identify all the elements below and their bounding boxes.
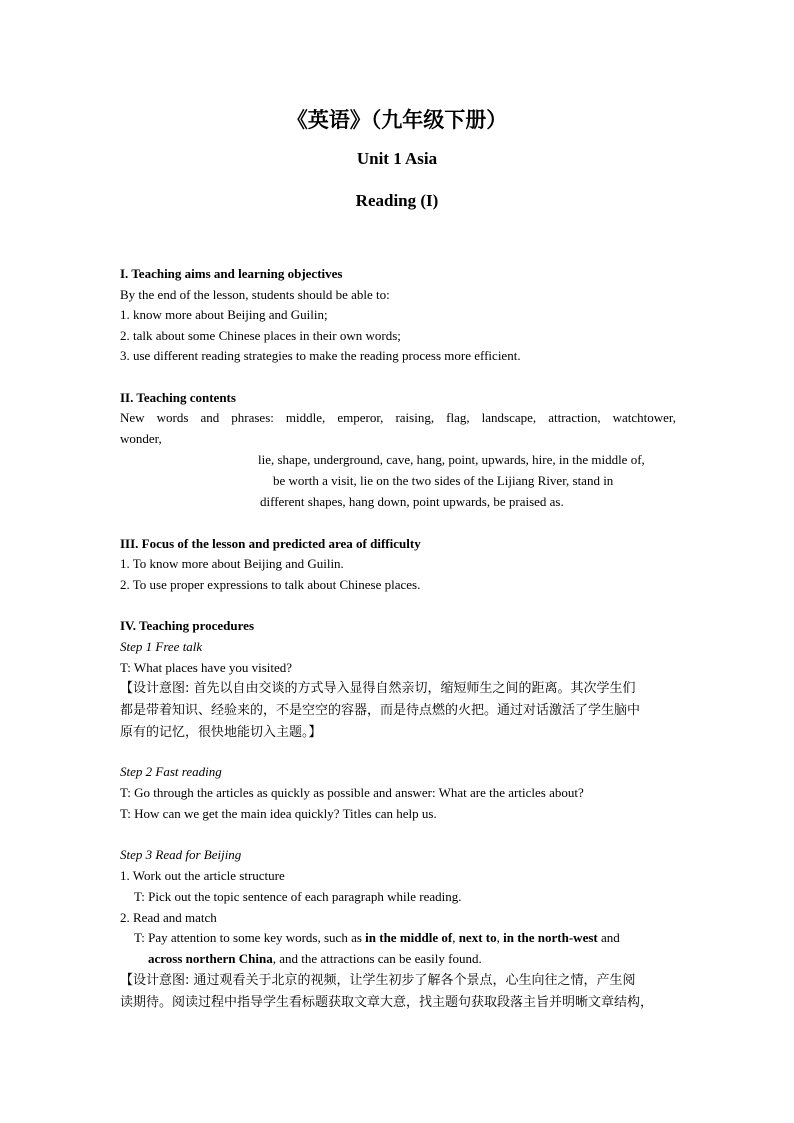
keyword: across northern China: [148, 951, 273, 966]
step-question: [148, 951, 482, 967]
step-question: T: Go through the articles as quickly as possible and answer: What are the articles about?: [120, 785, 584, 800]
step-question: [134, 930, 620, 946]
keyword: in the middle of: [365, 930, 453, 945]
step-question: T: Pick out the topic sentence of each paragraph while reading.: [134, 889, 462, 904]
text-run: T: Pay attention to some key words, such as: [134, 930, 366, 945]
step-question: T: What places have you visited?: [120, 660, 293, 675]
step-question: T: How can we get the main idea quickly? Titles can help us.: [120, 806, 437, 821]
text-run: ,: [452, 930, 459, 945]
step-title: Step 2 Fast reading: [120, 764, 222, 779]
section-heading-focus: III. Focus of the lesson and predicted area of difficulty: [120, 536, 421, 551]
text-run: ,: [496, 930, 504, 945]
text-run: , and the attractions can be easily found.: [272, 951, 482, 966]
contents-line: New words and phrases: middle, emperor, raising, flag, landscape, attraction, watchtower,: [120, 410, 676, 425]
step-title: Step 3 Read for Beijing: [120, 847, 242, 862]
focus-item: 2. To use proper expressions to talk about Chinese places.: [120, 577, 421, 592]
section-heading-contents: II. Teaching contents: [120, 390, 236, 405]
design-note: 读期待。阅读过程中指导学生看标题获取文章大意，找主题句获取段落主旨并明晰文章结构，: [120, 995, 654, 1010]
contents-line: wonder,: [120, 431, 162, 446]
design-note: 【设计意图: 首先以自由交谈的方式导入显得自然亲切，缩短师生之间的距离。其次学生们: [120, 681, 636, 696]
contents-line: different shapes, hang down, point upwards, be praised as.: [260, 494, 564, 509]
document-title: 《英语》（九年级下册）: [286, 108, 508, 132]
aim-item: 3. use different reading strategies to make the reading process more efficient.: [120, 348, 521, 363]
contents-line: lie, shape, underground, cave, hang, point, upwards, hire, in the middle of,: [258, 452, 645, 467]
step-item: 2. Read and match: [120, 910, 217, 925]
aims-intro: By the end of the lesson, students should be able to:: [120, 287, 390, 302]
section-heading-procedures: IV. Teaching procedures: [120, 618, 255, 633]
aim-item: 1. know more about Beijing and Guilin;: [120, 307, 328, 322]
step-title: Step 1 Free talk: [120, 639, 203, 654]
unit-title: Unit 1 Asia: [356, 149, 438, 168]
design-note: 【设计意图: 通过观看关于北京的视频，让学生初步了解各个景点，心生向往之情，产生阅: [120, 973, 636, 988]
design-note: 原有的记忆，很快地能切入主题。】: [120, 725, 322, 740]
contents-line: be worth a visit, lie on the two sides of the Lijiang River, stand in: [273, 473, 614, 488]
section-heading-aims: I. Teaching aims and learning objectives: [120, 266, 343, 281]
keyword: next to: [458, 930, 497, 945]
aim-item: 2. talk about some Chinese places in their own words;: [120, 328, 401, 343]
step-item: 1. Work out the article structure: [120, 868, 285, 883]
text-run: and: [597, 930, 620, 945]
focus-item: 1. To know more about Beijing and Guilin.: [120, 556, 344, 571]
lesson-title: Reading (I): [355, 191, 439, 210]
design-note: 都是带着知识、经验来的，不是空空的容器，而是待点燃的火把。通过对话激活了学生脑中: [120, 703, 641, 718]
keyword: in the north-west: [503, 930, 598, 945]
